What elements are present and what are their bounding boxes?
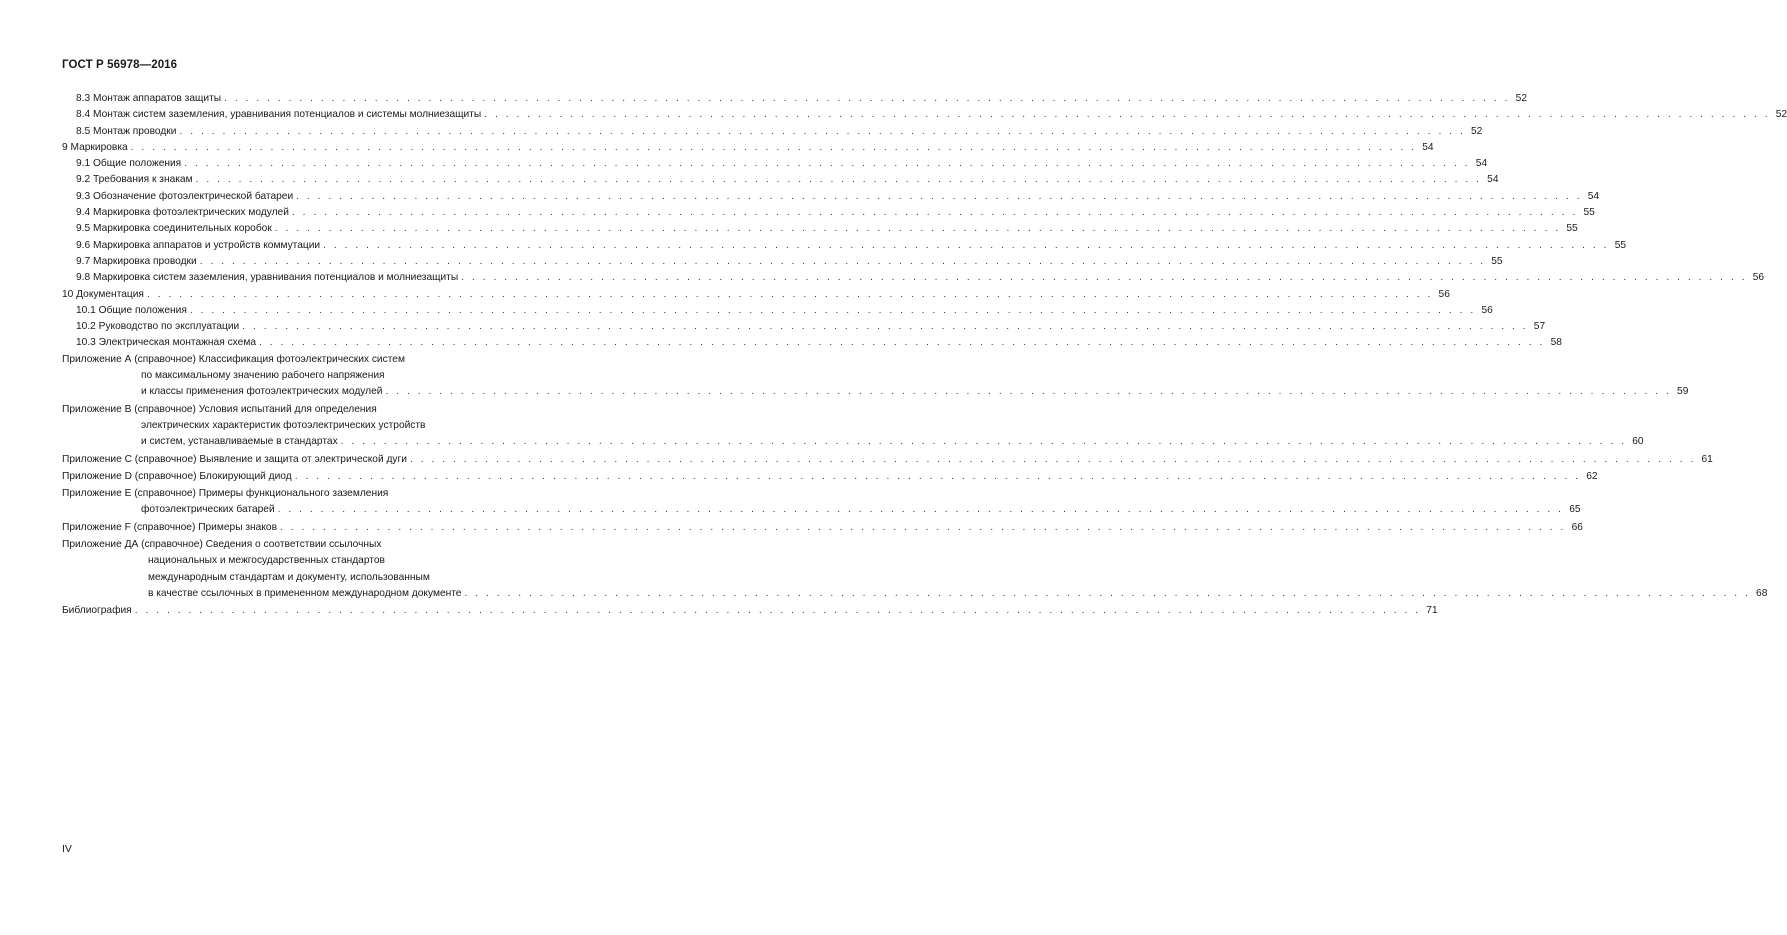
dot-leader: . . . . . . . . . . . . . . . . . . . . . . . . . . . . . . . . . . . . . . . . . . . . . . . . . . . . . . . . . . . . . . . . . . . . . . . . . . . . . . . . . . . . . . . . . . . . . . . . . . . . . . . . . . . . . . . . . . . . . . . .: [242, 321, 1529, 333]
appendix-entry: [62, 520, 1583, 536]
toc-entry-title: 9.1 Общие положения: [76, 158, 182, 170]
appendix-title-line: Приложение В (справочное) Условия испытаний для определения: [62, 403, 377, 415]
toc-entry: [62, 384, 1689, 400]
dot-leader: . . . . . . . . . . . . . . . . . . . . . . . . . . . . . . . . . . . . . . . . . . . . . . . . . . . . . . . . . . . . . . . . . . . . . . . . . . . . . . . . . . . . . . . . . . . . . . . . . . . . . . . . . . . . . . . . . . . . . . . .: [146, 288, 1433, 300]
toc-page-number: 52: [1515, 93, 1527, 104]
toc-entry-title: Приложение F (справочное) Примеры знаков: [62, 521, 277, 533]
toc-page-number: 65: [1569, 504, 1581, 516]
toc-page-number: 56: [1481, 304, 1493, 316]
toc-entry: [62, 502, 1581, 518]
dot-leader: . . . . . . . . . . . . . . . . . . . . . . . . . . . . . . . . . . . . . . . . . . . . . . . . . . . . . . . . . . . . . . . . . . . . . . . . . . . . . . . . . . . . . . . . . . . . . . . . . . . . . . . . . . . . . . . . . . . . . . . .: [340, 436, 1627, 448]
appendix-title-line: национальных и межгосударственных стандартов: [148, 555, 385, 567]
toc-entry: [62, 140, 1434, 156]
dot-leader: . . . . . . . . . . . . . . . . . . . . . . . . . . . . . . . . . . . . . . . . . . . . . . . . . . . . . . . . . . . . . . . . . . . . . . . . . . . . . . . . . . . . . . . . . . . . . . . . . . . . . . . . . . . . . . . . . . . . . . . .: [258, 337, 1545, 349]
dot-leader: . . . . . . . . . . . . . . . . . . . . . . . . . . . . . . . . . . . . . . . . . . . . . . . . . . . . . . . . . . . . . . . . . . . . . . . . . . . . . . . . . . . . . . . . . . . . . . . . . . . . . . . . . . . . . . . . . . . . . . . .: [179, 125, 1466, 137]
appendix-entry: [62, 537, 1768, 602]
toc-entry-title: 9.3 Обозначение фотоэлектрической батареи: [76, 190, 294, 202]
toc-page-number: 55: [1491, 255, 1503, 267]
toc-entry-title: 10 Документация: [62, 288, 144, 300]
dot-leader: . . . . . . . . . . . . . . . . . . . . . . . . . . . . . . . . . . . . . . . . . . . . . . . . . . . . . . . . . . . . . . . . . . . . . . . . . . . . . . . . . . . . . . . . . . . . . . . . . . . . . . . . . . . . . . . . . . . . . . . .: [134, 605, 1421, 617]
toc-page-number: 52: [1471, 125, 1483, 137]
dot-leader: . . . . . . . . . . . . . . . . . . . . . . . . . . . . . . . . . . . . . . . . . . . . . . . . . . . . . . . . . . . . . . . . . . . . . . . . . . . . . . . . . . . . . . . . . . . . . . . . . . . . . . . . . . . . . . . . . . . . . . . .: [224, 93, 1510, 104]
toc-entry-title: 8.5 Монтаж проводки: [76, 125, 177, 137]
toc-entry-title: 9.5 Маркировка соединительных коробок: [76, 223, 272, 235]
toc-page-number: 56: [1752, 272, 1765, 284]
toc-entry-title: в качестве ссылочных в примененном международном документе: [148, 587, 462, 599]
toc-entry: [62, 469, 1598, 485]
toc-page-number: 54: [1475, 158, 1488, 170]
toc-entry-title: Приложение D (справочное) Блокирующий диод: [62, 470, 292, 482]
dot-leader: . . . . . . . . . . . . . . . . . . . . . . . . . . . . . . . . . . . . . . . . . . . . . . . . . . . . . . . . . . . . . . . . . . . . . . . . . . . . . . . . . . . . . . . . . . . . . . . . . . . . . . . . . . . . . . . . . . . . . . . .: [484, 109, 1771, 121]
toc-entry-title: Библиография: [62, 605, 132, 617]
dot-leader: . . . . . . . . . . . . . . . . . . . . . . . . . . . . . . . . . . . . . . . . . . . . . . . . . . . . . . . . . . . . . . . . . . . . . . . . . . . . . . . . . . . . . . . . . . . . . . . . . . . . . . . . . . . . . . . . . . . . . . . .: [199, 255, 1486, 267]
toc-entry-title: 9.2 Требования к знакам: [76, 174, 193, 186]
toc-page-number: 58: [1550, 337, 1562, 349]
appendix-entry: [62, 452, 1713, 468]
appendix-title-line: международным стандартам и документу, использованным: [148, 571, 430, 583]
toc-entry: [62, 238, 1627, 254]
toc-entry: [62, 172, 1499, 188]
toc-sections: [62, 91, 1787, 352]
toc-page-number: 54: [1487, 174, 1499, 186]
appendix-entry: [62, 402, 1644, 451]
toc-entry-title: и классы применения фотоэлектрических модулей: [141, 386, 383, 398]
toc-entry: [62, 434, 1644, 450]
toc-entry: [62, 156, 1488, 172]
dot-leader: . . . . . . . . . . . . . . . . . . . . . . . . . . . . . . . . . . . . . . . . . . . . . . . . . . . . . . . . . . . . . . . . . . . . . . . . . . . . . . . . . . . . . . . . . . . . . . . . . . . . . . . . . . . . . . . . . . . . . . . .: [323, 239, 1610, 251]
appendix-entry: [62, 603, 1438, 619]
dot-leader: . . . . . . . . . . . . . . . . . . . . . . . . . . . . . . . . . . . . . . . . . . . . . . . . . . . . . . . . . . . . . . . . . . . . . . . . . . . . . . . . . . . . . . . . . . . . . . . . . . . . . . . . . . . . . . . . . . . . . . . .: [279, 521, 1566, 533]
dot-leader: . . . . . . . . . . . . . . . . . . . . . . . . . . . . . . . . . . . . . . . . . . . . . . . . . . . . . . . . . . . . . . . . . . . . . . . . . . . . . . . . . . . . . . . . . . . . . . . . . . . . . . . . . . . . . . . . . . . . . . . .: [277, 504, 1564, 516]
toc-entry: [62, 303, 1493, 319]
dot-leader: . . . . . . . . . . . . . . . . . . . . . . . . . . . . . . . . . . . . . . . . . . . . . . . . . . . . . . . . . . . . . . . . . . . . . . . . . . . . . . . . . . . . . . . . . . . . . . . . . . . . . . . . . . . . . . . . . . . . . . . .: [291, 207, 1578, 219]
dot-leader: . . . . . . . . . . . . . . . . . . . . . . . . . . . . . . . . . . . . . . . . . . . . . . . . . . . . . . . . . . . . . . . . . . . . . . . . . . . . . . . . . . . . . . . . . . . . . . . . . . . . . . . . . . . . . . . . . . . . . . . .: [294, 470, 1581, 482]
toc-page-number: 68: [1756, 587, 1768, 599]
toc-page-number: 55: [1583, 207, 1595, 219]
appendix-entry: [62, 486, 1581, 519]
toc-entry: [62, 124, 1483, 140]
toc-page-number: 54: [1422, 141, 1434, 153]
toc-entry: [62, 270, 1765, 286]
dot-leader: . . . . . . . . . . . . . . . . . . . . . . . . . . . . . . . . . . . . . . . . . . . . . . . . . . . . . . . . . . . . . . . . . . . . . . . . . . . . . . . . . . . . . . . . . . . . . . . . . . . . . . . . . . . . . . . . . . . . . . . .: [461, 272, 1748, 284]
dot-leader: . . . . . . . . . . . . . . . . . . . . . . . . . . . . . . . . . . . . . . . . . . . . . . . . . . . . . . . . . . . . . . . . . . . . . . . . . . . . . . . . . . . . . . . . . . . . . . . . . . . . . . . . . . . . . . . . . . . . . . . .: [130, 141, 1417, 153]
toc-appendices: [62, 352, 1768, 620]
toc-page-number: 66: [1571, 521, 1583, 533]
toc-entry-title: 9.4 Маркировка фотоэлектрических модулей: [76, 207, 289, 219]
toc-page-number: 57: [1533, 321, 1546, 333]
toc-entry: [62, 221, 1578, 237]
toc-entry-title: 9.6 Маркировка аппаратов и устройств коммутации: [76, 239, 321, 251]
appendix-title-line: электрических характеристик фотоэлектрических устройств: [141, 419, 426, 431]
appendix-title-line: по максимальному значению рабочего напряжения: [141, 370, 385, 382]
toc-page-number: 55: [1566, 223, 1578, 235]
dot-leader: . . . . . . . . . . . . . . . . . . . . . . . . . . . . . . . . . . . . . . . . . . . . . . . . . . . . . . . . . . . . . . . . . . . . . . . . . . . . . . . . . . . . . . . . . . . . . . . . . . . . . . . . . . . . . . . . . . . . . . . .: [296, 190, 1583, 202]
toc-entry-title: 10.1 Общие положения: [76, 304, 187, 316]
toc-page-number: 61: [1701, 453, 1713, 465]
toc-page-number: 52: [1775, 109, 1787, 121]
toc-entry-title: Приложение С (справочное) Выявление и защита от электрической дуги: [62, 453, 407, 465]
toc-entry-title: 8.3 Монтаж аппаратов защиты: [76, 93, 222, 104]
toc-page-number: 60: [1632, 436, 1644, 448]
dot-leader: . . . . . . . . . . . . . . . . . . . . . . . . . . . . . . . . . . . . . . . . . . . . . . . . . . . . . . . . . . . . . . . . . . . . . . . . . . . . . . . . . . . . . . . . . . . . . . . . . . . . . . . . . . . . . . . . . . . . . . . .: [195, 174, 1482, 186]
toc-entry: [62, 603, 1438, 619]
toc-entry: [62, 205, 1595, 221]
toc-page-number: 71: [1426, 605, 1438, 617]
appendix-title-line: Приложение А (справочное) Классификация фотоэлектрических систем: [62, 353, 405, 365]
table-of-contents: [62, 91, 1787, 620]
toc-entry-title: 10.3 Электрическая монтажная схема: [76, 337, 256, 349]
toc-entry: [62, 335, 1562, 351]
toc-page-number: 54: [1587, 190, 1600, 202]
toc-entry: [62, 452, 1713, 468]
appendix-title-line: Приложение Е (справочное) Примеры функционального заземления: [62, 488, 389, 500]
toc-entry: [62, 520, 1583, 536]
page-number: IV: [62, 843, 72, 855]
toc-page-number: 62: [1586, 470, 1598, 482]
toc-entry: [62, 586, 1768, 602]
toc-entry-title: 9.8 Маркировка систем заземления, уравнивания потенциалов и молниезащиты: [76, 272, 459, 284]
toc-entry-title: фотоэлектрических батарей: [141, 504, 275, 516]
toc-page-number: 55: [1614, 239, 1627, 251]
dot-leader: . . . . . . . . . . . . . . . . . . . . . . . . . . . . . . . . . . . . . . . . . . . . . . . . . . . . . . . . . . . . . . . . . . . . . . . . . . . . . . . . . . . . . . . . . . . . . . . . . . . . . . . . . . . . . . . . . . . . . . . .: [189, 304, 1476, 316]
appendix-entry: [62, 469, 1598, 485]
toc-entry-title: и систем, устанавливаемые в стандартах: [141, 436, 338, 448]
toc-page-number: 56: [1438, 288, 1450, 300]
toc-entry-title: 9.7 Маркировка проводки: [76, 255, 197, 267]
toc-entry: [62, 254, 1503, 270]
appendix-entry: [62, 352, 1689, 401]
dot-leader: . . . . . . . . . . . . . . . . . . . . . . . . . . . . . . . . . . . . . . . . . . . . . . . . . . . . . . . . . . . . . . . . . . . . . . . . . . . . . . . . . . . . . . . . . . . . . . . . . . . . . . . . . . . . . . . . . . . . . . . .: [385, 386, 1672, 398]
toc-entry: [62, 319, 1546, 335]
toc-entry-title: 9 Маркировка: [62, 141, 128, 153]
appendix-title-line: Приложение ДА (справочное) Сведения о соответствии ссылочных: [62, 539, 382, 551]
toc-entry-title: 8.4 Монтаж систем заземления, уравнивания потенциалов и системы молниезащиты: [76, 109, 482, 121]
dot-leader: . . . . . . . . . . . . . . . . . . . . . . . . . . . . . . . . . . . . . . . . . . . . . . . . . . . . . . . . . . . . . . . . . . . . . . . . . . . . . . . . . . . . . . . . . . . . . . . . . . . . . . . . . . . . . . . . . . . . . . . .: [409, 453, 1696, 465]
toc-entry: [62, 287, 1450, 303]
dot-leader: . . . . . . . . . . . . . . . . . . . . . . . . . . . . . . . . . . . . . . . . . . . . . . . . . . . . . . . . . . . . . . . . . . . . . . . . . . . . . . . . . . . . . . . . . . . . . . . . . . . . . . . . . . . . . . . . . . . . . . . .: [464, 587, 1751, 599]
toc-entry: [62, 189, 1600, 205]
toc-entry: [62, 91, 1527, 107]
document-header: ГОСТ Р 56978—2016: [62, 59, 178, 71]
toc-entry-title: 10.2 Руководство по эксплуатации: [76, 321, 240, 333]
dot-leader: . . . . . . . . . . . . . . . . . . . . . . . . . . . . . . . . . . . . . . . . . . . . . . . . . . . . . . . . . . . . . . . . . . . . . . . . . . . . . . . . . . . . . . . . . . . . . . . . . . . . . . . . . . . . . . . . . . . . . . . .: [274, 223, 1561, 235]
toc-entry: [62, 107, 1787, 123]
dot-leader: . . . . . . . . . . . . . . . . . . . . . . . . . . . . . . . . . . . . . . . . . . . . . . . . . . . . . . . . . . . . . . . . . . . . . . . . . . . . . . . . . . . . . . . . . . . . . . . . . . . . . . . . . . . . . . . . . . . . . . . .: [184, 158, 1471, 170]
toc-page-number: 59: [1677, 386, 1689, 398]
